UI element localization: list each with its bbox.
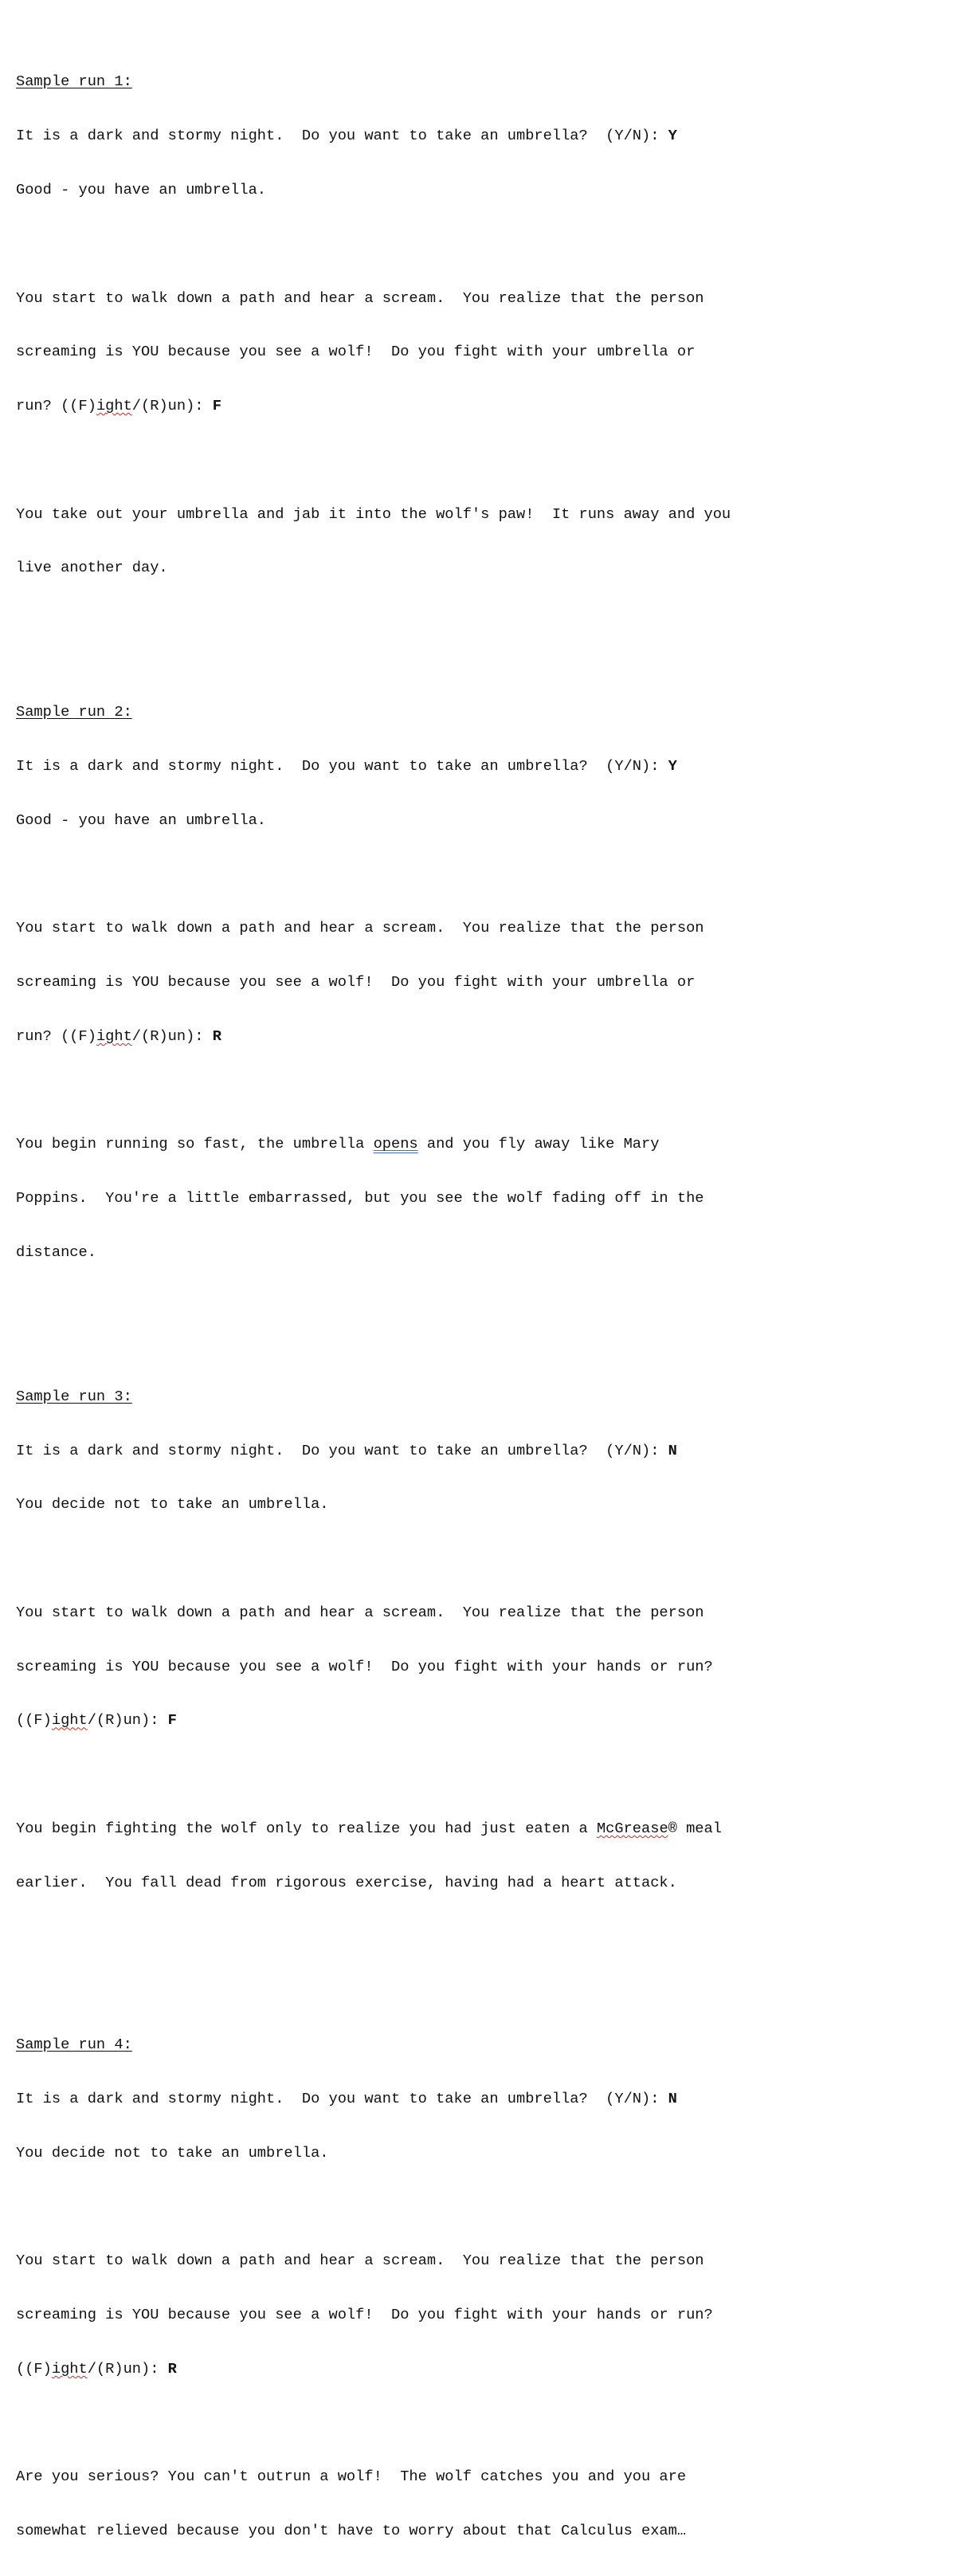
blank-line (16, 235, 972, 253)
blank-line (16, 866, 972, 884)
run-4-prompt-fight-line3: ((F)ight/(R)un): R (16, 2359, 177, 2378)
spellcheck-mark: ight (96, 397, 132, 415)
blank-line (16, 613, 972, 631)
run-2-prompt-umbrella: It is a dark and stormy night. Do you want to take an umbrella? (Y/N): Y (16, 756, 677, 775)
run-1-result-umbrella: Good - you have an umbrella. (16, 180, 267, 198)
blank-line (16, 1928, 972, 1964)
run-1-prompt-umbrella: It is a dark and stormy night. Do you want to take an umbrella? (Y/N): Y (16, 127, 677, 145)
spellcheck-mark: ight (96, 1027, 132, 1045)
run-2-heading: Sample run 2: (16, 703, 132, 721)
run-3-outcome-line2: earlier. You fall dead from rigorous exercise, having had a heart attack. (16, 1873, 677, 1891)
run-2-result-umbrella: Good - you have an umbrella. (16, 811, 267, 829)
run-1-prompt-fight-line3: run? ((F)ight/(R)un): F (16, 397, 221, 415)
run-1-answer-fight: F (212, 397, 221, 415)
run-3-prompt-umbrella: It is a dark and stormy night. Do you want to take an umbrella? (Y/N): N (16, 1441, 677, 1459)
run-2-outcome-line2: Poppins. You're a little embarrassed, but you see the wolf fading off in the (16, 1189, 704, 1208)
run-1-prompt-fight-line2: screaming is YOU because you see a wolf! Do you fight with your umbrella or (16, 343, 696, 361)
run-1-outcome-line1: You take out your umbrella and jab it into the wolf's paw! It runs away and you (16, 505, 731, 523)
run-3-outcome-line1: You begin fighting the wolf only to realize you had just eaten a McGrease® meal (16, 1819, 722, 1837)
grammar-mark: opens (373, 1135, 418, 1153)
run-4-prompt-umbrella: It is a dark and stormy night. Do you want to take an umbrella? (Y/N): N (16, 2089, 677, 2107)
run-1-heading: Sample run 1: (16, 73, 132, 91)
run-2-answer-umbrella: Y (668, 756, 677, 775)
run-1-prompt-fight-line1: You start to walk down a path and hear a scream. You realize that the person (16, 289, 704, 307)
run-1-answer-umbrella: Y (668, 127, 677, 145)
blank-line (16, 1765, 972, 1784)
run-4-answer-fight: R (167, 2359, 177, 2378)
run-4-outcome-line1: Are you serious? You can't outrun a wolf! The wolf catches you and you are (16, 2468, 687, 2486)
run-4-outcome-line2: somewhat relieved because you don't have to worry about that Calculus exam… (16, 2522, 687, 2540)
run-3-answer-fight: F (167, 1711, 177, 1730)
run-3-heading: Sample run 3: (16, 1387, 132, 1405)
spellcheck-mark: ight (51, 1711, 88, 1730)
blank-line (16, 2414, 972, 2433)
run-4-heading: Sample run 4: (16, 2036, 132, 2054)
run-4-answer-umbrella: N (668, 2089, 677, 2107)
run-3-prompt-fight-line2: screaming is YOU because you see a wolf! Do you fight with your hands or run? (16, 1657, 713, 1675)
run-3-result-umbrella: You decide not to take an umbrella. (16, 1495, 329, 1514)
run-2-outcome-line1: You begin running so fast, the umbrella opens and you fly away like Mary (16, 1135, 660, 1153)
run-4-result-umbrella: You decide not to take an umbrella. (16, 2143, 329, 2162)
run-2-prompt-fight-line3: run? ((F)ight/(R)un): R (16, 1027, 221, 1045)
run-3-prompt-fight-line3: ((F)ight/(R)un): F (16, 1711, 177, 1730)
run-2-prompt-fight-line1: You start to walk down a path and hear a scream. You realize that the person (16, 919, 704, 937)
blank-line (16, 451, 972, 469)
blank-line (16, 1082, 972, 1100)
document-body (16, 1, 972, 2576)
run-4-prompt-fight-line1: You start to walk down a path and hear a scream. You realize that the person (16, 2252, 704, 2270)
run-2-answer-fight: R (212, 1027, 221, 1045)
run-4-prompt-fight-line2: screaming is YOU because you see a wolf! Do you fight with your hands or run? (16, 2306, 713, 2323)
blank-line (16, 1298, 972, 1316)
run-3-prompt-fight-line1: You start to walk down a path and hear a scream. You realize that the person (16, 1603, 704, 1621)
run-2-prompt-fight-line2: screaming is YOU because you see a wolf! Do you fight with your umbrella or (16, 973, 696, 992)
spellcheck-mark: ight (51, 2359, 88, 2378)
blank-line (16, 1549, 972, 1568)
run-2-outcome-line3: distance. (16, 1243, 96, 1261)
spellcheck-mark: McGrease (596, 1819, 668, 1837)
run-3-answer-umbrella: N (668, 1441, 677, 1459)
blank-line (16, 2197, 972, 2216)
run-1-outcome-line2: live another day. (16, 559, 168, 577)
